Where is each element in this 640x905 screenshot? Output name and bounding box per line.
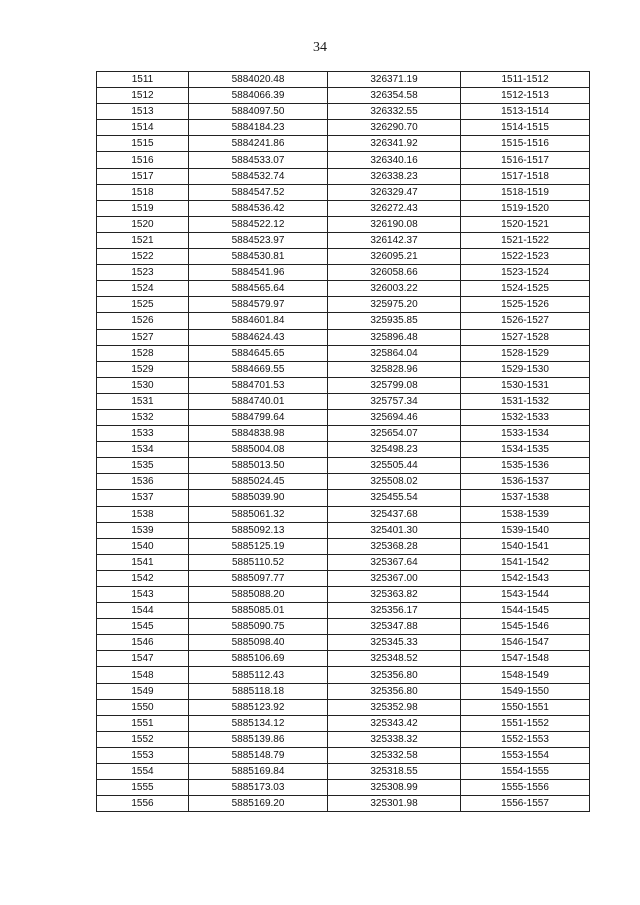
segment-cell: 1545-1546: [461, 619, 590, 635]
point-number-cell: 1544: [97, 603, 189, 619]
point-number-cell: 1550: [97, 699, 189, 715]
table-row: [97, 377, 590, 393]
table-row: [97, 232, 590, 248]
y-coordinate-cell: 325694.46: [328, 409, 461, 425]
y-coordinate-cell: 326190.08: [328, 216, 461, 232]
table-row: [97, 490, 590, 506]
segment-cell: 1553-1554: [461, 747, 590, 763]
point-number-cell: 1554: [97, 764, 189, 780]
segment-cell: 1530-1531: [461, 377, 590, 393]
x-coordinate-cell: 5885090.75: [189, 619, 328, 635]
table-row: [97, 715, 590, 731]
point-number-cell: 1532: [97, 409, 189, 425]
x-coordinate-cell: 5884097.50: [189, 104, 328, 120]
point-number-cell: 1520: [97, 216, 189, 232]
point-number-cell: 1518: [97, 184, 189, 200]
point-number-cell: 1536: [97, 474, 189, 490]
segment-cell: 1555-1556: [461, 780, 590, 796]
point-number-cell: 1522: [97, 249, 189, 265]
segment-cell: 1516-1517: [461, 152, 590, 168]
table-row: [97, 731, 590, 747]
segment-cell: 1526-1527: [461, 313, 590, 329]
point-number-cell: 1545: [97, 619, 189, 635]
segment-cell: 1541-1542: [461, 554, 590, 570]
table-row: [97, 409, 590, 425]
y-coordinate-cell: 326058.66: [328, 265, 461, 281]
table-row: [97, 361, 590, 377]
x-coordinate-cell: 5884241.86: [189, 136, 328, 152]
table-row: [97, 780, 590, 796]
segment-cell: 1533-1534: [461, 426, 590, 442]
point-number-cell: 1515: [97, 136, 189, 152]
y-coordinate-cell: 325356.80: [328, 683, 461, 699]
x-coordinate-cell: 5885085.01: [189, 603, 328, 619]
point-number-cell: 1526: [97, 313, 189, 329]
y-coordinate-cell: 326340.16: [328, 152, 461, 168]
table-row: [97, 136, 590, 152]
x-coordinate-cell: 5884701.53: [189, 377, 328, 393]
x-coordinate-cell: 5884799.64: [189, 409, 328, 425]
table-row: [97, 651, 590, 667]
segment-cell: 1527-1528: [461, 329, 590, 345]
table-row: [97, 619, 590, 635]
point-number-cell: 1552: [97, 731, 189, 747]
y-coordinate-cell: 326371.19: [328, 72, 461, 88]
table-row: [97, 506, 590, 522]
x-coordinate-cell: 5884533.07: [189, 152, 328, 168]
y-coordinate-cell: 325828.96: [328, 361, 461, 377]
table-row: [97, 522, 590, 538]
point-number-cell: 1539: [97, 522, 189, 538]
point-number-cell: 1548: [97, 667, 189, 683]
x-coordinate-cell: 5885123.92: [189, 699, 328, 715]
table-row: [97, 184, 590, 200]
y-coordinate-cell: 326341.92: [328, 136, 461, 152]
segment-cell: 1546-1547: [461, 635, 590, 651]
point-number-cell: 1523: [97, 265, 189, 281]
table-row: [97, 168, 590, 184]
y-coordinate-cell: 325343.42: [328, 715, 461, 731]
segment-cell: 1542-1543: [461, 570, 590, 586]
y-coordinate-cell: 326142.37: [328, 232, 461, 248]
x-coordinate-cell: 5884523.97: [189, 232, 328, 248]
segment-cell: 1551-1552: [461, 715, 590, 731]
segment-cell: 1529-1530: [461, 361, 590, 377]
table-row: [97, 313, 590, 329]
x-coordinate-cell: 5884522.12: [189, 216, 328, 232]
segment-cell: 1522-1523: [461, 249, 590, 265]
table-row: [97, 216, 590, 232]
segment-cell: 1534-1535: [461, 442, 590, 458]
x-coordinate-cell: 5884066.39: [189, 88, 328, 104]
point-number-cell: 1555: [97, 780, 189, 796]
x-coordinate-cell: 5884565.64: [189, 281, 328, 297]
segment-cell: 1549-1550: [461, 683, 590, 699]
segment-cell: 1531-1532: [461, 393, 590, 409]
point-number-cell: 1534: [97, 442, 189, 458]
x-coordinate-cell: 5884020.48: [189, 72, 328, 88]
y-coordinate-cell: 325363.82: [328, 587, 461, 603]
segment-cell: 1532-1533: [461, 409, 590, 425]
segment-cell: 1517-1518: [461, 168, 590, 184]
table-row: [97, 297, 590, 313]
y-coordinate-cell: 325799.08: [328, 377, 461, 393]
x-coordinate-cell: 5884547.52: [189, 184, 328, 200]
y-coordinate-cell: 325332.58: [328, 747, 461, 763]
segment-cell: 1547-1548: [461, 651, 590, 667]
table-row: [97, 249, 590, 265]
segment-cell: 1539-1540: [461, 522, 590, 538]
segment-cell: 1535-1536: [461, 458, 590, 474]
y-coordinate-cell: 326354.58: [328, 88, 461, 104]
segment-cell: 1512-1513: [461, 88, 590, 104]
y-coordinate-cell: 326095.21: [328, 249, 461, 265]
point-number-cell: 1521: [97, 232, 189, 248]
x-coordinate-cell: 5885134.12: [189, 715, 328, 731]
x-coordinate-cell: 5884645.65: [189, 345, 328, 361]
x-coordinate-cell: 5885061.32: [189, 506, 328, 522]
table-row: [97, 635, 590, 651]
segment-cell: 1538-1539: [461, 506, 590, 522]
x-coordinate-cell: 5884579.97: [189, 297, 328, 313]
table-row: [97, 104, 590, 120]
table-row: [97, 200, 590, 216]
x-coordinate-cell: 5885024.45: [189, 474, 328, 490]
segment-cell: 1548-1549: [461, 667, 590, 683]
segment-cell: 1554-1555: [461, 764, 590, 780]
y-coordinate-cell: 325308.99: [328, 780, 461, 796]
segment-cell: 1518-1519: [461, 184, 590, 200]
table-row: [97, 683, 590, 699]
x-coordinate-cell: 5885173.03: [189, 780, 328, 796]
table-row: [97, 603, 590, 619]
y-coordinate-cell: 325654.07: [328, 426, 461, 442]
y-coordinate-cell: 325368.28: [328, 538, 461, 554]
table-row: [97, 442, 590, 458]
point-number-cell: 1540: [97, 538, 189, 554]
y-coordinate-cell: 325367.00: [328, 570, 461, 586]
x-coordinate-cell: 5885169.84: [189, 764, 328, 780]
x-coordinate-cell: 5885112.43: [189, 667, 328, 683]
segment-cell: 1544-1545: [461, 603, 590, 619]
y-coordinate-cell: 325401.30: [328, 522, 461, 538]
point-number-cell: 1512: [97, 88, 189, 104]
segment-cell: 1550-1551: [461, 699, 590, 715]
y-coordinate-cell: 326003.22: [328, 281, 461, 297]
y-coordinate-cell: 326332.55: [328, 104, 461, 120]
segment-cell: 1511-1512: [461, 72, 590, 88]
x-coordinate-cell: 5885125.19: [189, 538, 328, 554]
y-coordinate-cell: 325864.04: [328, 345, 461, 361]
point-number-cell: 1525: [97, 297, 189, 313]
segment-cell: 1543-1544: [461, 587, 590, 603]
x-coordinate-cell: 5884740.01: [189, 393, 328, 409]
y-coordinate-cell: 325301.98: [328, 796, 461, 812]
point-number-cell: 1549: [97, 683, 189, 699]
point-number-cell: 1546: [97, 635, 189, 651]
point-number-cell: 1524: [97, 281, 189, 297]
point-number-cell: 1553: [97, 747, 189, 763]
y-coordinate-cell: 325318.55: [328, 764, 461, 780]
point-number-cell: 1517: [97, 168, 189, 184]
table-row: [97, 538, 590, 554]
point-number-cell: 1528: [97, 345, 189, 361]
x-coordinate-cell: 5885098.40: [189, 635, 328, 651]
y-coordinate-cell: 325505.44: [328, 458, 461, 474]
point-number-cell: 1543: [97, 587, 189, 603]
x-coordinate-cell: 5884536.42: [189, 200, 328, 216]
x-coordinate-cell: 5885097.77: [189, 570, 328, 586]
point-number-cell: 1531: [97, 393, 189, 409]
table-row: [97, 458, 590, 474]
segment-cell: 1556-1557: [461, 796, 590, 812]
table-row: [97, 587, 590, 603]
table-row: [97, 764, 590, 780]
x-coordinate-cell: 5885110.52: [189, 554, 328, 570]
page-number: 34: [313, 40, 327, 55]
table-row: [97, 72, 590, 88]
y-coordinate-cell: 325757.34: [328, 393, 461, 409]
x-coordinate-cell: 5885139.86: [189, 731, 328, 747]
x-coordinate-cell: 5884541.96: [189, 265, 328, 281]
table-row: [97, 699, 590, 715]
coordinates-table: [96, 71, 590, 812]
segment-cell: 1528-1529: [461, 345, 590, 361]
x-coordinate-cell: 5884532.74: [189, 168, 328, 184]
y-coordinate-cell: 325508.02: [328, 474, 461, 490]
x-coordinate-cell: 5884184.23: [189, 120, 328, 136]
table-row: [97, 554, 590, 570]
segment-cell: 1515-1516: [461, 136, 590, 152]
y-coordinate-cell: 325356.80: [328, 667, 461, 683]
table-row: [97, 570, 590, 586]
point-number-cell: 1533: [97, 426, 189, 442]
y-coordinate-cell: 325437.68: [328, 506, 461, 522]
point-number-cell: 1542: [97, 570, 189, 586]
table-row: [97, 474, 590, 490]
segment-cell: 1513-1514: [461, 104, 590, 120]
x-coordinate-cell: 5884838.98: [189, 426, 328, 442]
x-coordinate-cell: 5885169.20: [189, 796, 328, 812]
point-number-cell: 1535: [97, 458, 189, 474]
y-coordinate-cell: 325352.98: [328, 699, 461, 715]
point-number-cell: 1511: [97, 72, 189, 88]
y-coordinate-cell: 325975.20: [328, 297, 461, 313]
point-number-cell: 1538: [97, 506, 189, 522]
y-coordinate-cell: 325338.32: [328, 731, 461, 747]
x-coordinate-cell: 5884624.43: [189, 329, 328, 345]
x-coordinate-cell: 5885088.20: [189, 587, 328, 603]
table-row: [97, 393, 590, 409]
segment-cell: 1523-1524: [461, 265, 590, 281]
point-number-cell: 1529: [97, 361, 189, 377]
segment-cell: 1537-1538: [461, 490, 590, 506]
point-number-cell: 1527: [97, 329, 189, 345]
x-coordinate-cell: 5885092.13: [189, 522, 328, 538]
table-row: [97, 265, 590, 281]
table-row: [97, 345, 590, 361]
x-coordinate-cell: 5884530.81: [189, 249, 328, 265]
point-number-cell: 1551: [97, 715, 189, 731]
point-number-cell: 1514: [97, 120, 189, 136]
table-row: [97, 120, 590, 136]
segment-cell: 1514-1515: [461, 120, 590, 136]
x-coordinate-cell: 5885106.69: [189, 651, 328, 667]
x-coordinate-cell: 5885004.08: [189, 442, 328, 458]
segment-cell: 1519-1520: [461, 200, 590, 216]
y-coordinate-cell: 325347.88: [328, 619, 461, 635]
y-coordinate-cell: 325348.52: [328, 651, 461, 667]
y-coordinate-cell: 325896.48: [328, 329, 461, 345]
table-row: [97, 88, 590, 104]
y-coordinate-cell: 326290.70: [328, 120, 461, 136]
x-coordinate-cell: 5885118.18: [189, 683, 328, 699]
y-coordinate-cell: 325367.64: [328, 554, 461, 570]
point-number-cell: 1547: [97, 651, 189, 667]
table-row: [97, 152, 590, 168]
table-row: [97, 329, 590, 345]
segment-cell: 1524-1525: [461, 281, 590, 297]
segment-cell: 1521-1522: [461, 232, 590, 248]
table-row: [97, 747, 590, 763]
segment-cell: 1540-1541: [461, 538, 590, 554]
x-coordinate-cell: 5884601.84: [189, 313, 328, 329]
table-row: [97, 281, 590, 297]
y-coordinate-cell: 325455.54: [328, 490, 461, 506]
point-number-cell: 1513: [97, 104, 189, 120]
point-number-cell: 1541: [97, 554, 189, 570]
segment-cell: 1520-1521: [461, 216, 590, 232]
x-coordinate-cell: 5885013.50: [189, 458, 328, 474]
x-coordinate-cell: 5885148.79: [189, 747, 328, 763]
y-coordinate-cell: 325498.23: [328, 442, 461, 458]
y-coordinate-cell: 325935.85: [328, 313, 461, 329]
y-coordinate-cell: 326338.23: [328, 168, 461, 184]
segment-cell: 1525-1526: [461, 297, 590, 313]
point-number-cell: 1516: [97, 152, 189, 168]
y-coordinate-cell: 326272.43: [328, 200, 461, 216]
y-coordinate-cell: 325345.33: [328, 635, 461, 651]
segment-cell: 1552-1553: [461, 731, 590, 747]
point-number-cell: 1519: [97, 200, 189, 216]
x-coordinate-cell: 5885039.90: [189, 490, 328, 506]
segment-cell: 1536-1537: [461, 474, 590, 490]
x-coordinate-cell: 5884669.55: [189, 361, 328, 377]
y-coordinate-cell: 325356.17: [328, 603, 461, 619]
point-number-cell: 1537: [97, 490, 189, 506]
point-number-cell: 1556: [97, 796, 189, 812]
table-row: [97, 796, 590, 812]
y-coordinate-cell: 326329.47: [328, 184, 461, 200]
table-body: [97, 72, 590, 812]
table-row: [97, 667, 590, 683]
table-row: [97, 426, 590, 442]
point-number-cell: 1530: [97, 377, 189, 393]
